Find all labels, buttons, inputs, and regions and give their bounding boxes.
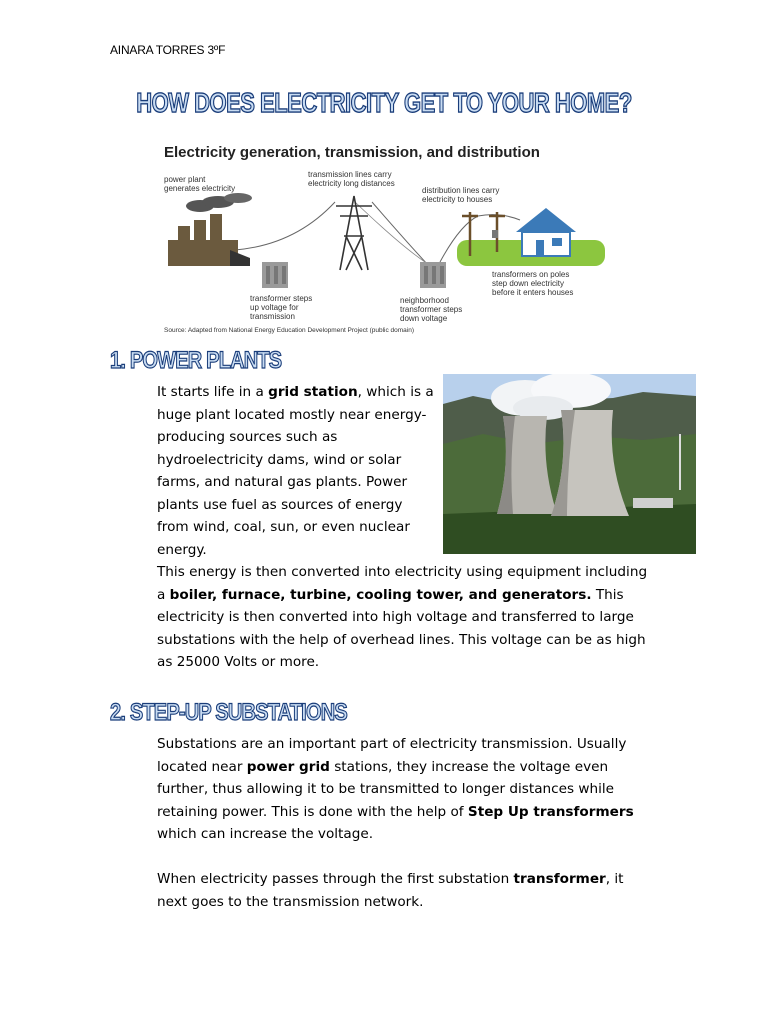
diagram-source: Source: Adapted from National Energy Education Development Project (public domain) — [164, 327, 415, 334]
electricity-diagram — [160, 140, 608, 340]
label-power-plant: power plant generates electricity — [164, 175, 236, 193]
section-heading-power-plants: 1. POWER PLANTS — [110, 347, 282, 375]
author-name: AINARA TORRES 3ºF — [110, 43, 226, 57]
label-distribution-lines: distribution lines carry electricity to houses — [422, 186, 500, 204]
step-up-transformer-icon — [262, 262, 288, 288]
power-plants-paragraph-2: This energy is then converted into electricity using equipment including a boiler, furnace, turbine, cooling tower, and generators. This electricity is then converted into high voltage and transferred to large substations with the help of overhead lines. This voltage can be as high as 25000 Volts or more. — [157, 564, 648, 670]
house-icon — [516, 208, 576, 256]
neighborhood-transformer-icon — [420, 262, 446, 288]
substations-paragraph-2: When electricity passes through the first substation transformer, it next goes to the transmission network. — [157, 871, 624, 910]
substations-paragraph-1: Substations are an important part of electricity transmission. Usually located near power grid stations, they increase the voltage even further, thus allowing it to be transmitted to longer distances while retaining power. This is done with the help of Step Up transformers which can increase the voltage. — [157, 736, 634, 842]
label-neighborhood-transformer: neighborhood transformer steps down voltage — [400, 296, 463, 323]
transmission-tower-icon — [336, 196, 372, 270]
page-title: HOW DOES ELECTRICITY GET TO YOUR HOME? — [136, 86, 632, 118]
power-plant-icon — [168, 193, 252, 266]
section-heading-step-up-substations: 2. STEP-UP SUBSTATIONS — [110, 699, 347, 727]
power-line — [372, 202, 428, 265]
power-plants-paragraph-1: It starts life in a grid station, which is a huge plant located mostly near energy-producing sources such as hydroelectricity dams, wind or solar farms, and natural gas plants. Power plants use fuel as sources of energy from wind, coal, sun, or even nuclear energy. — [157, 384, 434, 558]
label-step-up-transformer: transformer steps up voltage for transmission — [250, 294, 313, 321]
power-line — [235, 202, 335, 250]
diagram-title: Electricity generation, transmission, and distribution — [164, 144, 540, 161]
label-transmission-lines: transmission lines carry electricity long distances — [308, 170, 395, 188]
label-pole-transformers: transformers on poles step down electricity before it enters houses — [492, 270, 574, 297]
cooling-towers-photo — [443, 374, 696, 554]
